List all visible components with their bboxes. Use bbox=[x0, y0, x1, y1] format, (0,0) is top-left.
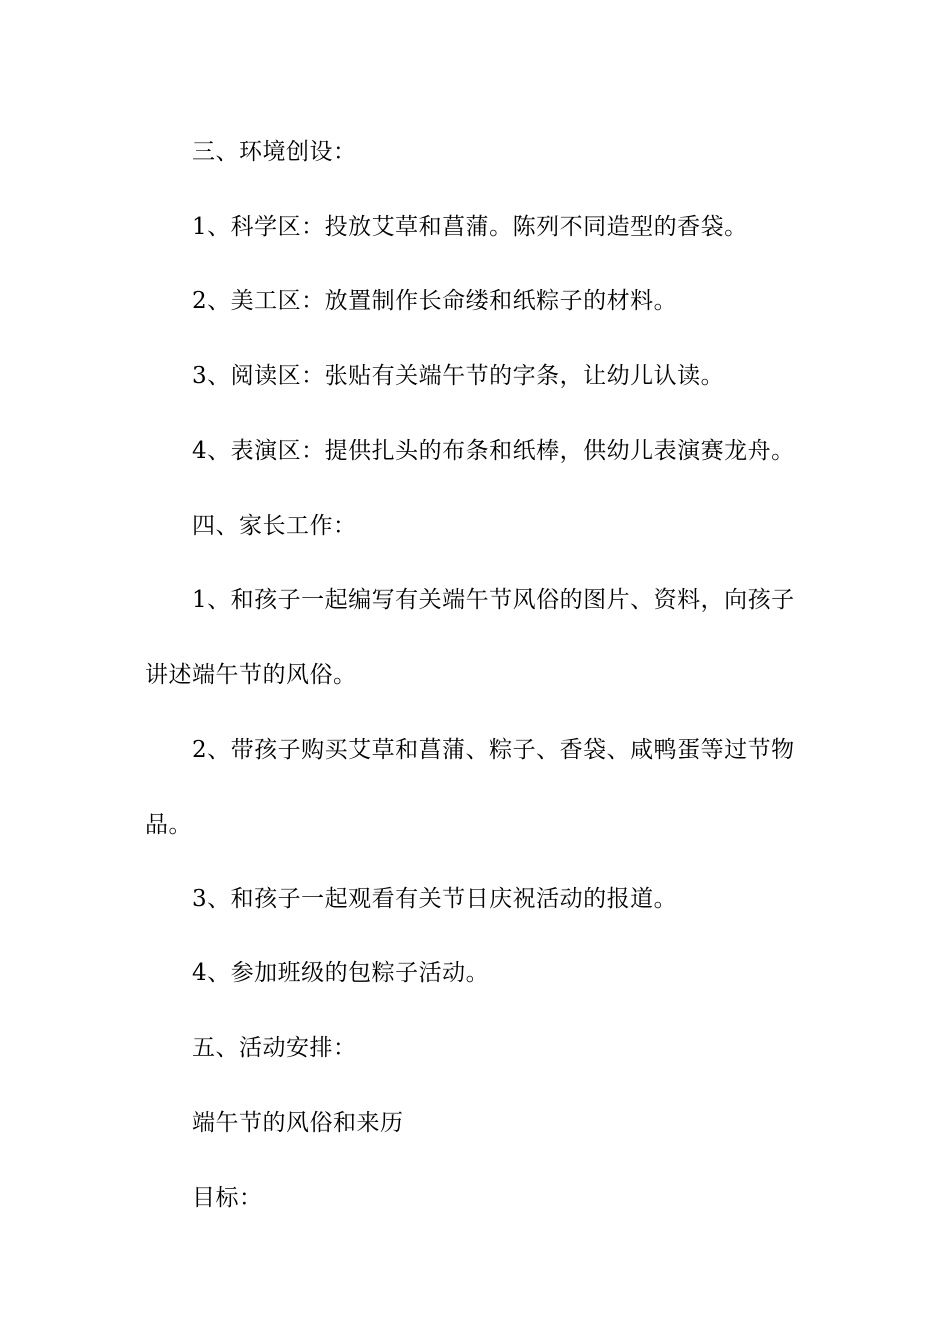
goals-heading: 目标： bbox=[192, 1185, 263, 1211]
paragraph-parent-item-2: 2、带孩子购买艾草和菖蒲、粽子、香袋、咸鸭蛋等过节物 bbox=[192, 737, 795, 763]
paragraph-art-area: 2、美工区：放置制作长命缕和纸粽子的材料。 bbox=[192, 288, 678, 314]
paragraph-parent-item-3: 3、和孩子一起观看有关节日庆祝活动的报道。 bbox=[192, 886, 678, 912]
paragraph-reading-area: 3、阅读区：张贴有关端午节的字条，让幼儿认读。 bbox=[192, 363, 725, 389]
section-heading-parents: 四、家长工作： bbox=[192, 513, 357, 539]
paragraph-parent-item-4: 4、参加班级的包粽子活动。 bbox=[192, 960, 490, 986]
paragraph-parent-item-1-continued: 讲述端午节的风俗。 bbox=[145, 662, 357, 688]
activity-title: 端午节的风俗和来历 bbox=[192, 1110, 404, 1136]
paragraph-parent-item-1: 1、和孩子一起编写有关端午节风俗的图片、资料，向孩子 bbox=[192, 587, 795, 613]
paragraph-science-area: 1、科学区：投放艾草和菖蒲。陈列不同造型的香袋。 bbox=[192, 214, 748, 240]
paragraph-parent-item-2-continued: 品。 bbox=[145, 812, 192, 838]
paragraph-performance-area: 4、表演区：提供扎头的布条和纸棒，供幼儿表演赛龙舟。 bbox=[192, 438, 795, 464]
section-heading-activities: 五、活动安排： bbox=[192, 1035, 357, 1061]
section-heading-environment: 三、环境创设： bbox=[192, 139, 357, 165]
